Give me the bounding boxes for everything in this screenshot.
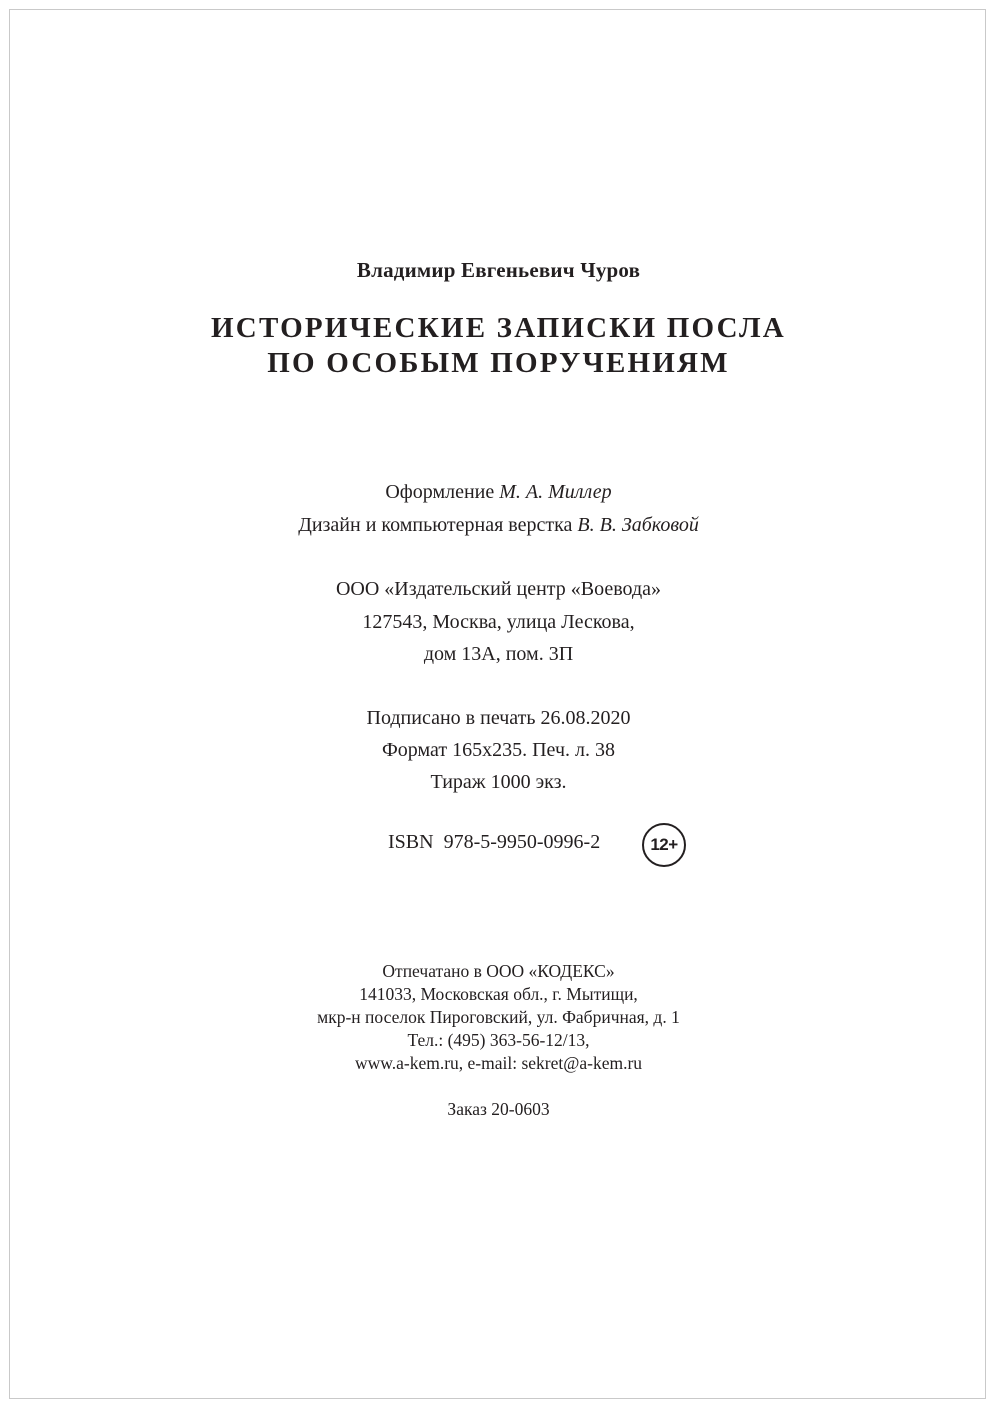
publisher-address-line-1: 127543, Москва, улица Лескова, xyxy=(362,611,635,633)
age-rating-label: 12+ xyxy=(650,835,678,854)
layout-credit xyxy=(0,514,997,537)
order-number: Заказ 20-0603 xyxy=(447,1099,550,1119)
signed-to-print: Подписано в печать 26.08.2020 xyxy=(366,707,631,729)
design-credit xyxy=(0,481,997,504)
printer-line-2: 141033, Московская обл., г. Мытищи, xyxy=(359,984,638,1004)
printer-line-1: Отпечатано в ООО «КОДЕКС» xyxy=(382,961,615,981)
page-border xyxy=(9,9,986,1399)
print-format: Формат 165х235. Печ. л. 38 xyxy=(382,739,615,761)
age-rating-badge xyxy=(642,823,686,867)
isbn-row xyxy=(0,823,997,867)
author-name: Владимир Евгеньевич Чуров xyxy=(356,258,641,282)
publisher-name: ООО «Издательский центр «Воевода» xyxy=(335,578,662,600)
publisher-address-line-2: дом 13А, пом. 3П xyxy=(423,643,574,665)
printer-line-3: мкр-н поселок Пироговский, ул. Фабричная, д. 1 xyxy=(317,1007,680,1027)
design-credit-name: М. А. Миллер xyxy=(499,481,612,503)
design-credit-label: Оформление xyxy=(385,481,500,503)
layout-credit-name: В. В. Забковой xyxy=(577,514,699,536)
layout-credit-label: Дизайн и компьютерная верстка xyxy=(298,514,578,536)
isbn-number: ISBN 978-5-9950-0996-2 xyxy=(388,831,601,853)
book-title-line-1: ИСТОРИЧЕСКИЕ ЗАПИСКИ ПОСЛА xyxy=(211,312,786,344)
book-title-line-2: ПО ОСОБЫМ ПОРУЧЕНИЯМ xyxy=(267,347,730,379)
printer-phone: Тел.: (495) 363-56-12/13, xyxy=(407,1030,590,1050)
print-run: Тираж 1000 экз. xyxy=(430,771,567,793)
printer-web-email: www.a-kem.ru, e-mail: sekret@a-kem.ru xyxy=(354,1053,643,1073)
